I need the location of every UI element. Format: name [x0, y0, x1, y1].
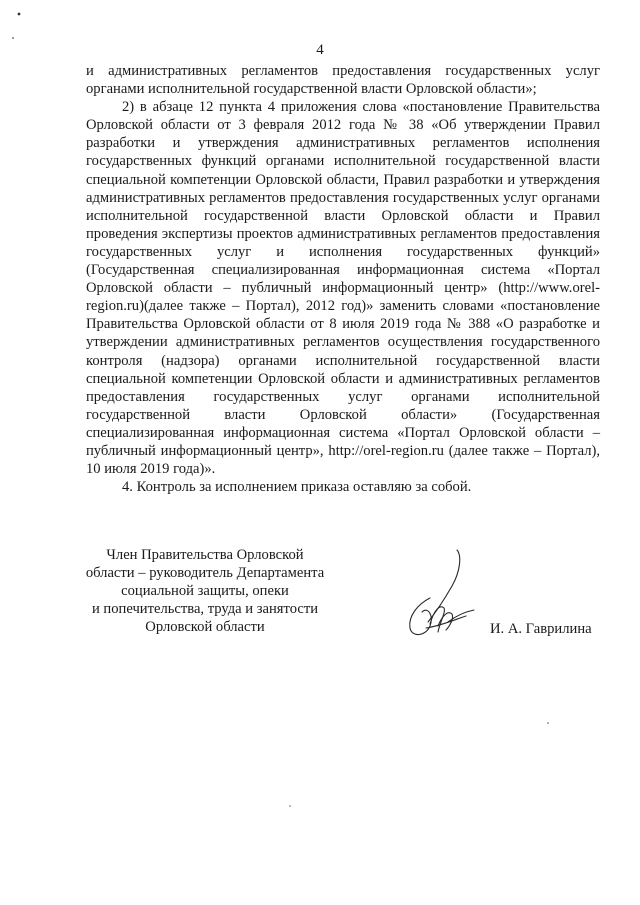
- signer-position-line: Орловской области: [145, 619, 265, 636]
- signer-position: [70, 546, 340, 636]
- paragraph-item-4: 4. Контроль за исполнением приказа оставляю за собой.: [122, 479, 472, 496]
- signer-position-line: области – руководитель Департамента: [85, 565, 325, 582]
- handwritten-signature-icon: [400, 546, 480, 646]
- paragraph-item-2: 2) в абзаце 12 пункта 4 приложения слова «постановление Правительства Орловской области от 3 февраля 2012 года № 38 «Об утверждении Правил разработки и утверждения административных регламентов исполнения государственных функций органами исполнительной государственной власти специальной компетенции Орловской области, Правил разработки и утверждения административных регламентов предоставления государственных услуг органами исполнительной государственной власти Орловской области и Правил проведения экспертизы проектов административных регламентов предоставления государственных услуг и исполнения государственных функций» (Государственная специализированная информационная система «Портал Орловской области – публичный информационный центр» (http://www.orel-region.ru)(далее также – Портал), 2012 год)» заменить словами «постановление Правительства Орловской области от 8 июля 2019 года № 388 «О разработке и утверждении административных регламентов осуществления государственного контроля (надзора) органами исполнительной государственной власти специальной компетенции Орловской области и административных регламентов предоставления государственных услуг органами исполнительной государственной власти Орловской области» (Государственная специализированная информационная система «Портал Орловской области – публичный информационный центр», http://orel-region.ru (далее также – Портал), 10 июля 2019 года)».: [86, 99, 600, 478]
- signer-name: И. А. Гаврилина: [490, 621, 592, 637]
- page-number: 4: [316, 42, 324, 58]
- document-body: [86, 62, 600, 496]
- signer-position-line: и попечительства, труда и занятости: [91, 601, 319, 618]
- signer-position-line: Член Правительства Орловской: [106, 547, 304, 563]
- paragraph-continuation: и административных регламентов предоставления государственных услуг органами исполнительной государственной власти Орловской области»;: [86, 63, 600, 98]
- signer-position-line: социальной защиты, опеки: [121, 583, 289, 600]
